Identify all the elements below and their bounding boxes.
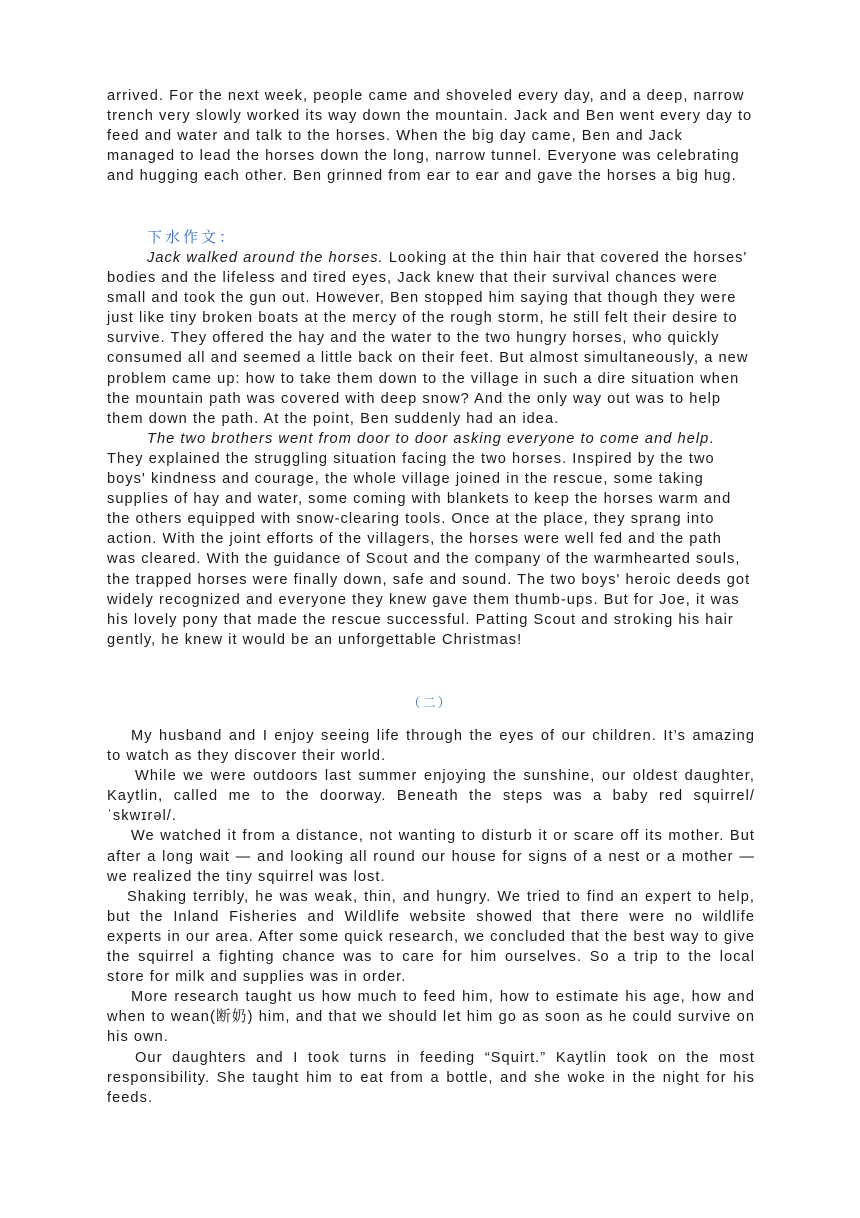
sample-paragraph-1 [107, 248, 755, 429]
sample-paragraph-1-lead: Jack walked around the horses. [147, 250, 384, 266]
passage-paragraph-4: Shaking terribly, he was weak, thin, and hungry. We tried to find an expert to help, but the Inland Fisheries and Wildlife website showed that there were no wildlife experts in our area. After some quick research, we concluded that the best way to give the squirrel a fighting chance was to care for him ourselves. So a trip to the local store for milk and supplies was in order. [107, 888, 755, 986]
section-number: （二） [407, 696, 453, 711]
passage-paragraph-3: We watched it from a distance, not wanting to disturb it or scare off its mother. But after a long wait — and looking all round our house for signs of a nest or a mother — we realized the tiny squirrel was lost. [107, 828, 755, 885]
passage-paragraph-5: More research taught us how much to feed him, how to estimate his age, how and when to wean(断奶) him, and that we should let him go as soon as he could survive on his own. [107, 989, 755, 1046]
sample-paragraph-1-body: Looking at the thin hair that covered the horses' bodies and the lifeless and tired eyes, Jack knew that their survival chances were small and took the gun out. However, Ben stopped him saying that though they were just like tiny broken boats at the mercy of the rough storm, he still felt their desire to survive. They offered the hay and the water to the two hungry horses, who quickly consumed all and seemed a little back on their feet. But almost simultaneously, a new problem came up: how to take them down to the village in such a dire situation when the mountain path was covered with deep snow? And the only way out was to help them down the path. At the point, Ben suddenly had an idea. [107, 250, 749, 427]
sample-essay-label: 下水作文： [147, 228, 238, 246]
sample-paragraph-2 [107, 429, 755, 650]
sample-paragraph-2-body: . They explained the struggling situation facing the two horses. Inspired by the two boys' kindness and courage, the whole village joined in the rescue, some taking supplies of hay and water, some coming with blankets to keep the horses warm and the others equipped with snow-clearing tools. Once at the place, they sprang into action. With the joint efforts of the villagers, the horses were well fed and the path was cleared. With the guidance of Scout and the company of the warmhearted souls, the trapped horses were finally down, safe and sound. The two boys' heroic deeds got widely recognized and everyone they knew gave them thumb-ups. But for Joe, it was his lovely pony that made the rescue successful. Patting Scout and stroking his hair gently, he knew it would be an unforgettable Christmas! [107, 430, 751, 648]
passage-paragraph-6: Our daughters and I took turns in feeding “Squirt.” Kaytlin took on the most responsibility. She taught him to eat from a bottle, and she woke in the night for his feeds. [107, 1049, 755, 1106]
story-ending-paragraph: arrived. For the next week, people came and shoveled every day, and a deep, narrow trench very slowly worked its way down the mountain. Jack and Ben went every day to feed and water and talk to the horses. When the big day came, Ben and Jack managed to lead the horses down the long, narrow tunnel. Everyone was celebrating and hugging each other. Ben grinned from ear to ear and gave the horses a big hug. [107, 88, 753, 185]
passage-paragraph-1: My husband and I enjoy seeing life through the eyes of our children. It’s amazing to watch as they discover their world. [107, 728, 755, 765]
sample-paragraph-2-lead: The two brothers went from door to door asking everyone to come and help [147, 430, 710, 447]
sample-essay [107, 248, 755, 650]
story-ending [107, 86, 755, 186]
reading-passage [107, 726, 755, 1108]
passage-paragraph-2: While we were outdoors last summer enjoying the sunshine, our oldest daughter, Kaytlin, called me to the doorway. Beneath the steps was a baby red squirrel/ˈskwɪrəl/. [107, 768, 755, 825]
